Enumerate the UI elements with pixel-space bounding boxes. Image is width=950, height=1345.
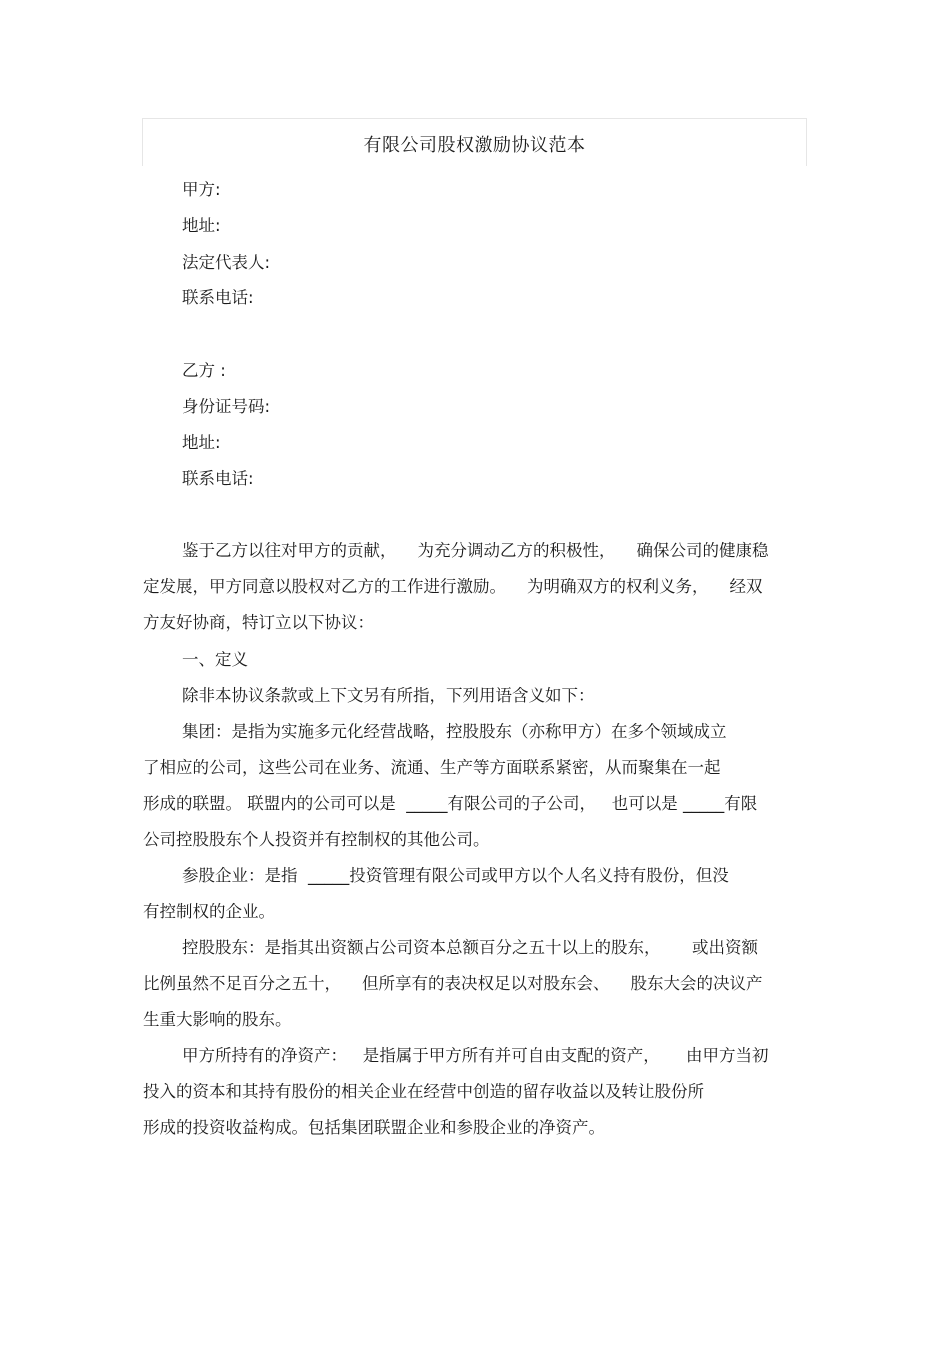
section-intro: 除非本协议条款或上下文另有所指，下列用语含义如下： bbox=[182, 686, 595, 705]
definition-controlling-line: 控股股东：是指其出资额占公司资本总额百分之五十以上的股东， 或出资额 bbox=[182, 938, 758, 957]
definition-net-assets-line: 甲方所持有的净资产： 是指属于甲方所有并可自由支配的资产， 由甲方当初 bbox=[182, 1046, 769, 1065]
party-b-id-label: 身份证号码: bbox=[182, 397, 271, 416]
definition-invest-line: 有控制权的企业。 bbox=[143, 902, 275, 921]
preamble-line: 方友好协商，特订立以下协议： bbox=[143, 613, 374, 632]
definition-group-line: 公司控股股东个人投资并有控制权的其他公司。 bbox=[143, 830, 490, 849]
party-a-legal-rep-label: 法定代表人: bbox=[182, 253, 271, 272]
definition-controlling-line: 比例虽然不足百分之五十， 但所享有的表决权足以对股东会、 股东大会的决议产 bbox=[143, 974, 763, 993]
definition-group-line: 形成的联盟。 联盟内的公司可以是 _____有限公司的子公司， 也可以是 _____有限 bbox=[143, 794, 758, 813]
preamble-line: 鉴于乙方以往对甲方的贡献， 为充分调动乙方的积极性， 确保公司的健康稳 bbox=[182, 541, 769, 560]
preamble-line: 定发展，甲方同意以股权对乙方的工作进行激励。 为明确双方的权利义务， 经双 bbox=[143, 577, 763, 596]
definition-invest-line: 参股企业：是指 _____投资管理有限公司或甲方以个人名义持有股份，但没 bbox=[182, 866, 729, 885]
party-a-address-label: 地址: bbox=[182, 216, 221, 235]
definition-group-line: 了相应的公司，这些公司在业务、流通、生产等方面联系紧密，从而聚集在一起 bbox=[143, 758, 721, 777]
definition-group-line: 集团：是指为实施多元化经营战略，控股股东（亦称甲方）在多个领域成立 bbox=[182, 722, 727, 741]
party-b-address-label: 地址: bbox=[182, 433, 221, 452]
party-a-label: 甲方: bbox=[182, 180, 221, 199]
document-title: 有限公司股权激励协议范本 bbox=[363, 135, 586, 156]
party-a-phone-label: 联系电话: bbox=[182, 288, 254, 307]
definition-net-assets-line: 形成的投资收益构成。包括集团联盟企业和参股企业的净资产。 bbox=[143, 1118, 605, 1137]
party-b-phone-label: 联系电话: bbox=[182, 469, 254, 488]
section-heading: 一、定义 bbox=[182, 650, 248, 669]
definition-net-assets-line: 投入的资本和其持有股份的相关企业在经营中创造的留存收益以及转让股份所 bbox=[143, 1082, 704, 1101]
title-frame bbox=[142, 118, 807, 166]
party-b-label: 乙方 : bbox=[182, 361, 226, 380]
definition-controlling-line: 生重大影响的股东。 bbox=[143, 1010, 292, 1029]
